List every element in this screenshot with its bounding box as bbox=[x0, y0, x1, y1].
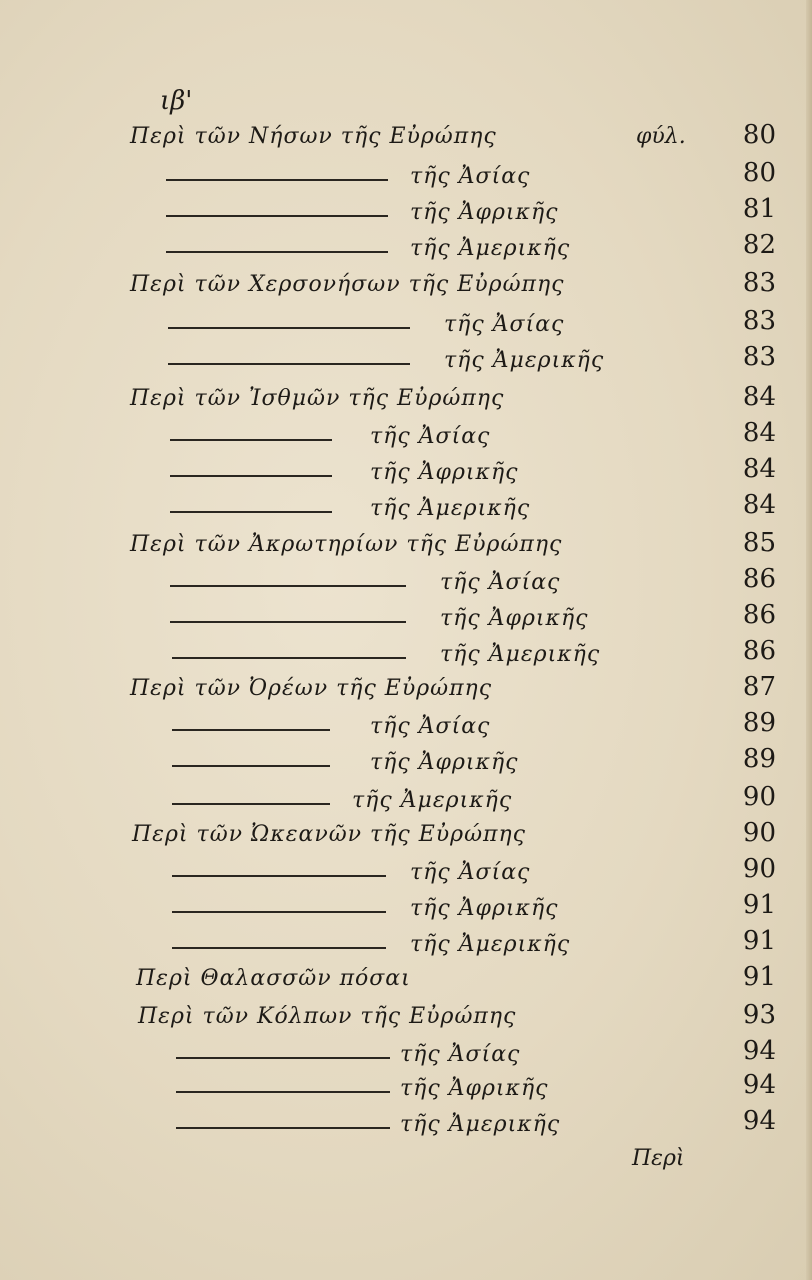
ditto-dash bbox=[176, 1127, 390, 1129]
toc-entry bbox=[0, 926, 812, 966]
toc-entry bbox=[0, 636, 812, 676]
entry-page: 86 bbox=[742, 564, 776, 594]
entry-page: 91 bbox=[742, 926, 776, 956]
entry-page: 90 bbox=[742, 854, 776, 884]
entry-subtitle: τῆς Ἀφρικῆς bbox=[370, 750, 519, 775]
entry-page: 84 bbox=[742, 454, 776, 484]
toc-entry bbox=[0, 158, 812, 198]
ditto-dash bbox=[166, 251, 388, 253]
entry-subtitle: τῆς Ἀμερικῆς bbox=[410, 236, 571, 261]
entry-subtitle: τῆς Ἀμερικῆς bbox=[400, 1112, 561, 1137]
folio-label: φύλ. bbox=[636, 124, 686, 149]
entry-subtitle: τῆς Ἀφρικῆς bbox=[410, 896, 559, 921]
toc-entry bbox=[0, 890, 812, 930]
entry-page: 80 bbox=[742, 120, 776, 150]
entry-subtitle: τῆς Ἀμερικῆς bbox=[440, 642, 601, 667]
entry-subtitle: τῆς Ἀσίας bbox=[370, 424, 491, 449]
entry-subtitle: τῆς Ἀμερικῆς bbox=[352, 788, 513, 813]
toc-entry bbox=[0, 528, 812, 568]
entry-page: 90 bbox=[742, 818, 776, 848]
entry-page: 82 bbox=[742, 230, 776, 260]
entry-title: Περὶ Θαλασσῶν πόσαι bbox=[136, 966, 411, 991]
toc-entry bbox=[0, 744, 812, 784]
ditto-dash bbox=[176, 1091, 390, 1093]
entry-page: 80 bbox=[742, 158, 776, 188]
toc-entry bbox=[0, 306, 812, 346]
toc-entry bbox=[0, 382, 812, 422]
ditto-dash bbox=[172, 911, 386, 913]
ditto-dash bbox=[170, 439, 332, 441]
entry-page: 84 bbox=[742, 418, 776, 448]
toc-entry bbox=[0, 962, 812, 1002]
toc-entry bbox=[0, 564, 812, 604]
toc-entry bbox=[0, 1070, 812, 1110]
toc-entry bbox=[0, 418, 812, 458]
toc-entry bbox=[0, 600, 812, 640]
page-number: ιβ' bbox=[160, 86, 193, 116]
entry-subtitle: τῆς Ἀσίας bbox=[400, 1042, 521, 1067]
entry-subtitle: τῆς Ἀμερικῆς bbox=[370, 496, 531, 521]
ditto-dash bbox=[166, 179, 388, 181]
toc-entry bbox=[0, 1106, 812, 1146]
entry-subtitle: τῆς Ἀσίας bbox=[444, 312, 565, 337]
entry-subtitle: τῆς Ἀφρικῆς bbox=[440, 606, 589, 631]
entry-subtitle: τῆς Ἀφρικῆς bbox=[370, 460, 519, 485]
toc-entry bbox=[0, 708, 812, 748]
toc-entry bbox=[0, 342, 812, 382]
entry-page: 81 bbox=[742, 194, 776, 224]
toc-entry bbox=[0, 120, 812, 160]
ditto-dash bbox=[172, 765, 330, 767]
ditto-dash bbox=[168, 327, 410, 329]
toc-entry bbox=[0, 230, 812, 270]
toc-entry bbox=[0, 268, 812, 308]
toc-entry bbox=[0, 854, 812, 894]
toc-entry bbox=[0, 782, 812, 822]
ditto-dash bbox=[170, 511, 332, 513]
entry-title: Περὶ τῶν Ἀκρωτηρίων τῆς Εὐρώπης bbox=[130, 532, 563, 557]
ditto-dash bbox=[172, 947, 386, 949]
toc-entry bbox=[0, 194, 812, 234]
entry-page: 94 bbox=[742, 1070, 776, 1100]
entry-subtitle: τῆς Ἀσίας bbox=[370, 714, 491, 739]
entry-title: Περὶ τῶν Ὀρέων τῆς Εὐρώπης bbox=[130, 676, 493, 701]
entry-page: 84 bbox=[742, 382, 776, 412]
entry-title: Περὶ τῶν Χερσονήσων τῆς Εὐρώπης bbox=[130, 272, 565, 297]
entry-page: 89 bbox=[742, 744, 776, 774]
entry-subtitle: τῆς Ἀφρικῆς bbox=[400, 1076, 549, 1101]
entry-page: 91 bbox=[742, 962, 776, 992]
ditto-dash bbox=[170, 585, 406, 587]
toc-entry bbox=[0, 818, 812, 858]
toc-entry bbox=[0, 454, 812, 494]
ditto-dash bbox=[172, 657, 406, 659]
entry-subtitle: τῆς Ἀσίας bbox=[440, 570, 561, 595]
entry-subtitle: τῆς Ἀσίας bbox=[410, 164, 531, 189]
entry-subtitle: τῆς Ἀσίας bbox=[410, 860, 531, 885]
ditto-dash bbox=[166, 215, 388, 217]
toc-entry bbox=[0, 672, 812, 712]
entry-page: 94 bbox=[742, 1106, 776, 1136]
entry-page: 83 bbox=[742, 268, 776, 298]
entry-title: Περὶ τῶν Ὠκεανῶν τῆς Εὐρώπης bbox=[132, 822, 526, 847]
entry-subtitle: τῆς Ἀμερικῆς bbox=[410, 932, 571, 957]
entry-page: 91 bbox=[742, 890, 776, 920]
entry-page: 93 bbox=[742, 1000, 776, 1030]
entry-title: Περὶ τῶν Ἰσθμῶν τῆς Εὐρώπης bbox=[130, 386, 505, 411]
entry-page: 83 bbox=[742, 342, 776, 372]
toc-entry bbox=[0, 1036, 812, 1076]
entry-title: Περὶ τῶν Νήσων τῆς Εὐρώπης bbox=[130, 124, 497, 149]
entry-page: 86 bbox=[742, 600, 776, 630]
entry-page: 83 bbox=[742, 306, 776, 336]
ditto-dash bbox=[170, 475, 332, 477]
entry-page: 87 bbox=[742, 672, 776, 702]
ditto-dash bbox=[170, 621, 406, 623]
ditto-dash bbox=[176, 1057, 390, 1059]
toc-entry bbox=[0, 1000, 812, 1040]
ditto-dash bbox=[172, 803, 330, 805]
entry-subtitle: τῆς Ἀφρικῆς bbox=[410, 200, 559, 225]
ditto-dash bbox=[172, 875, 386, 877]
entry-page: 86 bbox=[742, 636, 776, 666]
catchword: Περὶ bbox=[632, 1146, 685, 1171]
entry-title: Περὶ τῶν Κόλπων τῆς Εὐρώπης bbox=[138, 1004, 517, 1029]
entry-subtitle: τῆς Ἀμερικῆς bbox=[444, 348, 605, 373]
ditto-dash bbox=[168, 363, 410, 365]
entry-page: 94 bbox=[742, 1036, 776, 1066]
entry-page: 89 bbox=[742, 708, 776, 738]
toc-entry bbox=[0, 490, 812, 530]
entry-page: 90 bbox=[742, 782, 776, 812]
entry-page: 84 bbox=[742, 490, 776, 520]
entry-page: 85 bbox=[742, 528, 776, 558]
ditto-dash bbox=[172, 729, 330, 731]
